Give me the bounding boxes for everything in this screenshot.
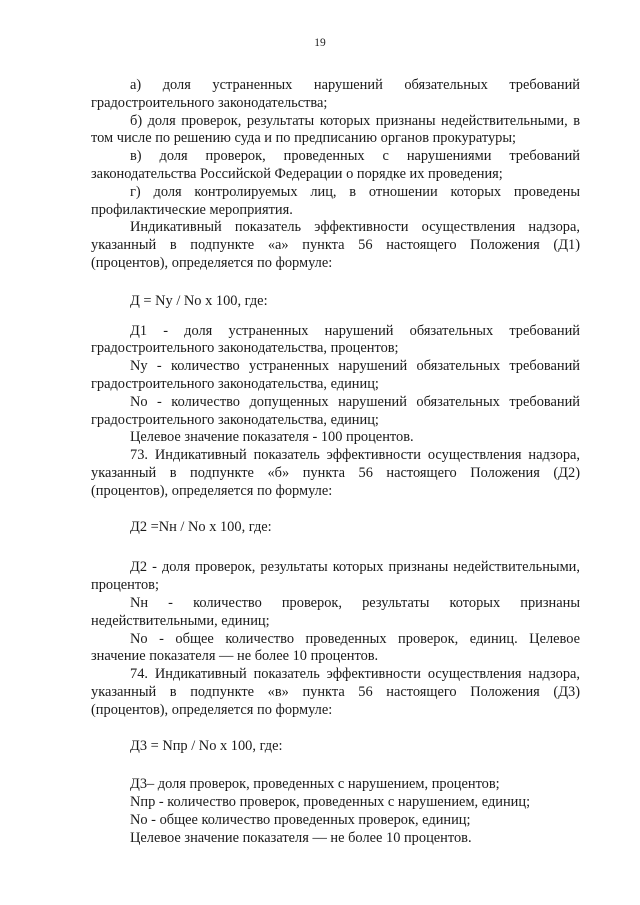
item-v: в) доля проверок, проведенных с нарушениями требований законодательства Российской Федерации о порядке их проведения; bbox=[91, 148, 580, 182]
definition-no: Nо - количество допущенных нарушений обязательных требований градостроительного законодательства, единиц; bbox=[91, 393, 580, 428]
item-a: а) доля устраненных нарушений обязательных требований градостроительного законодательства; bbox=[91, 77, 580, 111]
clause-73: 73. Индикативный показатель эффективности осуществления надзора, указанный в подпункте «б» пункта 56 настоящего Положения (Д2) (процентов), определяется по формуле: bbox=[91, 447, 580, 499]
document-body bbox=[91, 77, 580, 847]
item-b: б) доля проверок, результаты которых признаны недействительными, в том числе по решению суда и по предписанию органов прокуратуры; bbox=[91, 112, 580, 147]
item-g: г) доля контролируемых лиц, в отношении которых проведены профилактические мероприятия. bbox=[91, 183, 580, 218]
definition-no-total: Nо - общее количество проведенных проверок, единиц. Целевое значение показателя — не более 10 процентов. bbox=[91, 630, 580, 665]
target-value-d1: Целевое значение показателя - 100 процентов. bbox=[130, 429, 414, 446]
definition-d2: Д2 - доля проверок, результаты которых признаны недействительными, процентов; bbox=[91, 559, 580, 594]
definition-d3: Д3– доля проверок, проведенных с нарушением, процентов; bbox=[130, 776, 500, 793]
formula-d3: Д3 = Nпр / Nо х 100, где: bbox=[130, 737, 283, 754]
definition-npr: Nпр - количество проверок, проведенных с нарушением, единиц; bbox=[130, 794, 531, 811]
definition-d1: Д1 - доля устраненных нарушений обязательных требований градостроительного законодательства, процентов; bbox=[91, 322, 580, 357]
target-value-d3: Целевое значение показателя — не более 10 процентов. bbox=[130, 829, 472, 846]
definition-no-d3: Nо - общее количество проведенных проверок, единиц; bbox=[130, 811, 471, 828]
definition-ny: Nу - количество устраненных нарушений обязательных требований градостроительного законодательства, единиц; bbox=[91, 358, 580, 392]
indicator-d1-intro: Индикативный показатель эффективности осуществления надзора, указанный в подпункте «а» пункта 56 настоящего Положения (Д1) (процентов), определяется по формуле: bbox=[91, 219, 580, 271]
definition-nn: Nн - количество проверок, результаты которых признаны недействительными, единиц; bbox=[91, 594, 580, 629]
page-number: 19 bbox=[314, 37, 326, 49]
formula-d2: Д2 =Nн / Nо х 100, где: bbox=[130, 518, 272, 535]
formula-d1: Д = Nу / Nо х 100, где: bbox=[130, 292, 268, 309]
clause-74: 74. Индикативный показатель эффективности осуществления надзора, указанный в подпункте «в» пункта 56 настоящего Положения (Д3) (процентов), определяется по формуле: bbox=[91, 666, 580, 718]
